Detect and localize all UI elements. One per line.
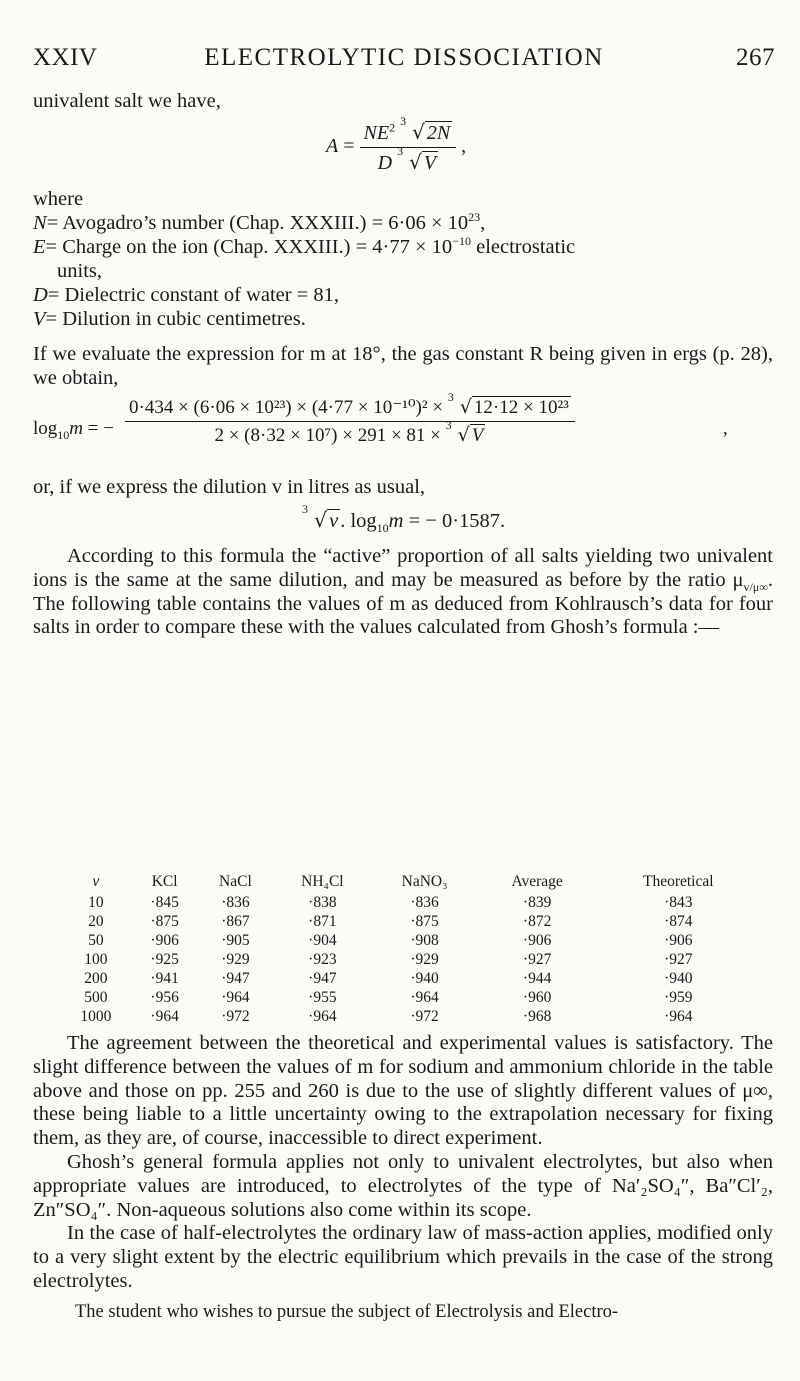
intro-text: univalent salt we have, — [33, 90, 221, 112]
cube-root: 3 √ V — [397, 144, 437, 174]
definition-item: V= Dilution in cubic centimetres. — [33, 308, 306, 330]
table-cell: ·905 — [221, 931, 250, 949]
table-cell: ·941 — [150, 969, 179, 987]
table-cell: ·947 — [221, 969, 250, 987]
table-row — [60, 950, 760, 969]
table-cell: ·964 — [664, 1007, 693, 1025]
column-header: Average — [511, 873, 563, 890]
table-cell: ·964 — [410, 988, 439, 1006]
table-cell: ·872 — [522, 912, 552, 930]
cube-root: 3 √v — [302, 502, 339, 532]
table-cell: 20 — [88, 912, 104, 930]
table-cell: ·956 — [150, 988, 179, 1006]
table-cell: ·871 — [308, 912, 337, 930]
column-header: v — [92, 873, 100, 890]
table-cell: ·875 — [410, 912, 439, 930]
table-cell: ·929 — [410, 950, 439, 968]
table-header-row — [60, 873, 760, 893]
paragraph-express: or, if we express the dilution v in litres as usual, — [33, 476, 426, 498]
definition-item: N= Avogadro’s number (Chap. XXXIII.) = $6\cdot 06 \times 10^{23}$, — [33, 210, 486, 234]
running-header — [33, 44, 775, 78]
table-cell: ·867 — [221, 912, 250, 930]
formula-result: 3 √v. $\log_{10}m$ = − 0·1587. — [302, 502, 506, 536]
cube-root: 3 √ V — [445, 418, 484, 446]
paragraph-agreement: The agreement between the theoretical and experimental values is satisfactory. The slight difference between the values of m for sodium and ammonium chloride in the table above and those on pp. 255 and 260 is due to the use of slightly different values of μ∞, these being liable to a little uncertainty owing to the extrapolation necessary for fixing them, as they are, of course, inaccessible to direct experiment. — [33, 1032, 773, 1150]
column-header: NaCl — [219, 873, 252, 890]
formula-a: A = $NE^2$ 3 √ 2N D 3 √ V , — [326, 114, 467, 174]
table-cell: ·972 — [221, 1007, 250, 1025]
table-cell: ·955 — [308, 988, 337, 1006]
table-cell: 50 — [88, 931, 104, 949]
running-title: ELECTROLYTIC DISSOCIATION — [204, 44, 604, 71]
cube-root: 3 √ 12·12 × 10²³ — [447, 390, 569, 418]
table-cell: ·838 — [308, 893, 337, 911]
table-cell: ·906 — [522, 931, 552, 949]
table-row — [60, 969, 760, 988]
table-row — [60, 988, 760, 1007]
paragraph-according: According to this formula the “active” proportion of all salts yielding two univalent ions is the same at the same dilution, and may be measured as before by the ratio $\mu_{v/\mu\infty}$. The following table contains the values of m as deduced from Kohlrausch’s data for four salts in order to compare these with the values calculated from Ghosh’s formula :— — [33, 545, 773, 639]
table-cell: ·927 — [522, 950, 552, 968]
table-row — [60, 1007, 760, 1026]
table-cell: ·845 — [150, 893, 179, 911]
table-cell: ·959 — [664, 988, 693, 1006]
table-row — [60, 893, 760, 912]
table-cell: ·839 — [522, 893, 552, 911]
definition-item: D= Dielectric constant of water = 81, — [33, 284, 340, 306]
formula-a-lhs: A — [326, 135, 339, 158]
table-cell: ·927 — [664, 950, 693, 968]
table-cell: ·925 — [150, 950, 179, 968]
paragraph-evaluate: If we evaluate the expression for m at 18°, the gas constant R being given in ergs (p. 28), we obtain, — [33, 343, 773, 389]
table-cell: ·972 — [410, 1007, 439, 1025]
table-cell: ·940 — [410, 969, 439, 987]
table-row — [60, 931, 760, 950]
formula-a-fraction: $NE^2$ 3 √ 2N D 3 √ V — [360, 120, 457, 175]
book-page: XXIV ELECTROLYTIC DISSOCIATION 267 univalent salt we have, A = $NE^2$ 3 √ 2N D 3 √ V , where N= Avogadro’s number (Chap. XXXIII.) = $6\cdot 06 \times 10^{23}$, E= Charge on the ion (Chap. XXXIII.) = $4\cdot 77 \times 10^{-10}$ electrostatic units, D= Dielectric constant of water = 81, V= Dilution in cubic centimetres. If we evaluate the expression for m at 18°, the gas constant R being given in ergs (p. 28), we obtain, $\log_{10}m$ = − 0·434 × (6·06 × 10²³) × (4·77 × 10⁻¹⁰)² × 3 √ 12·12 × 10²³ 2 × (8·32 × 10⁷) × 291 × 81 × 3 √ V , or, if we express the dilution v in litres as usual, 3 √v. $\log_{10}m$ = − 0·1587. According to this formula the “active” proportion of all salts yielding two univalent ions is the same at the same dilution, and may be measured as before by the ratio $\mu_{v/\mu\infty}$. The following table contains the values of m as deduced from Kohlrausch’s data for four salts in order to compare these with the values calculated from Ghosh’s formula :— v KCl NaCl NH₄Cl NaNO₃ Average Theoretical 10 ·845 ·836 ·838 ·836 ·839 ·843 20 ·875 ·867 ·871 ·875 ·872 ·874 50 ·906 ·905 ·904 ·908 ·906 ·906 100 ·925 ·929 ·923 ·929 ·927 ·927 200 ·941 ·947 ·947 ·940 ·944 ·940 500 ·956 ·964 ·955 ·964 ·960 ·959 1000 ·964 ·972 ·964 ·972 ·968 ·964 The agreement between the theoretical and experimental values is satisfactory. The slight difference between the values of m for sodium and ammonium chloride in the table above and those on pp. 255 and 260 is due to the use of slightly different values of μ∞, these being liable to a little uncertainty owing to the extrapolation necessary for fixing them, as they are, of course, inaccessible to direct experiment. Ghosh’s general formula applies not only to univalent electrolytes, but also when appropriate values are introduced, to electrolytes of the type of Na′₂SO₄″, Ba″Cl′₂, Zn″SO₄″. Non-aqueous solutions also come within its scope. In the case of half-electrolytes the ordinary law of mass-action applies, modified only to a very slight extent by the electric equilibrium which prevails in the case of the strong electrolytes. The student who wishes to pursue the subject of Electrolysis and Electro- — [33, 44, 775, 1322]
table-cell: ·960 — [522, 988, 552, 1006]
table-row — [60, 912, 760, 931]
footer-text: The student who wishes to pursue the subject of Electrolysis and Electro- — [75, 1302, 619, 1322]
table-cell: ·923 — [308, 950, 337, 968]
table-cell: ·874 — [664, 912, 693, 930]
table-cell: ·906 — [664, 931, 693, 949]
table-cell: ·968 — [522, 1007, 552, 1025]
table-body — [60, 893, 760, 1026]
table-cell: ·947 — [308, 969, 337, 987]
column-header: NH₄Cl — [301, 873, 344, 890]
table-cell: ·904 — [308, 931, 337, 949]
definition-item: units, — [57, 260, 102, 282]
formula-a-den: D — [377, 152, 393, 174]
table-cell: ·843 — [664, 893, 693, 911]
table-cell: ·964 — [150, 1007, 179, 1025]
table-cell: ·836 — [410, 893, 439, 911]
table-cell: ·875 — [150, 912, 179, 930]
column-header: Theoretical — [642, 873, 714, 890]
table-cell: 200 — [84, 969, 108, 987]
paragraph-ghosh: Ghosh’s general formula applies not only to univalent electrolytes, but also when appropriate values are introduced, to electrolytes of the type of Na′₂SO₄″, Ba″Cl′₂, Zn″SO₄″. Non-aqueous solutions also come within its scope. — [33, 1151, 773, 1221]
table-cell: ·940 — [664, 969, 693, 987]
table-cell: 10 — [88, 893, 104, 911]
cube-root: 3 √ 2N — [400, 114, 451, 144]
data-table — [60, 873, 760, 1026]
page-number: 267 — [736, 44, 775, 71]
formula-a-num-base: NE — [363, 122, 390, 144]
column-header: NaNO₃ — [401, 873, 448, 890]
table-cell: ·964 — [221, 988, 250, 1006]
formula-log-fraction: 0·434 × (6·06 × 10²³) × (4·77 × 10⁻¹⁰)² × 3 √ 12·12 × 10²³ 2 × (8·32 × 10⁷) × 291 × 81 × 3 √ V — [125, 396, 575, 447]
column-header: KCl — [151, 873, 178, 890]
table-cell: 100 — [84, 950, 108, 968]
table-cell: 500 — [84, 988, 108, 1006]
definition-item: E= Charge on the ion (Chap. XXXIII.) = $4\cdot 77 \times 10^{-10}$ electrostatic — [33, 234, 576, 258]
table-cell: ·906 — [150, 931, 179, 949]
table-cell: ·964 — [308, 1007, 337, 1025]
where-label: where — [33, 188, 84, 210]
chapter-number: XXIV — [33, 44, 98, 71]
paragraph-half-electrolytes: In the case of half-electrolytes the ordinary law of mass-action applies, modified only to a very slight extent by the electric equilibrium which prevails in the case of the strong electrolytes. — [33, 1222, 773, 1292]
table-cell: ·944 — [522, 969, 552, 987]
table-cell: 1000 — [80, 1007, 112, 1025]
table-cell: ·836 — [221, 893, 250, 911]
table-cell: ·929 — [221, 950, 250, 968]
table-cell: ·908 — [410, 931, 439, 949]
